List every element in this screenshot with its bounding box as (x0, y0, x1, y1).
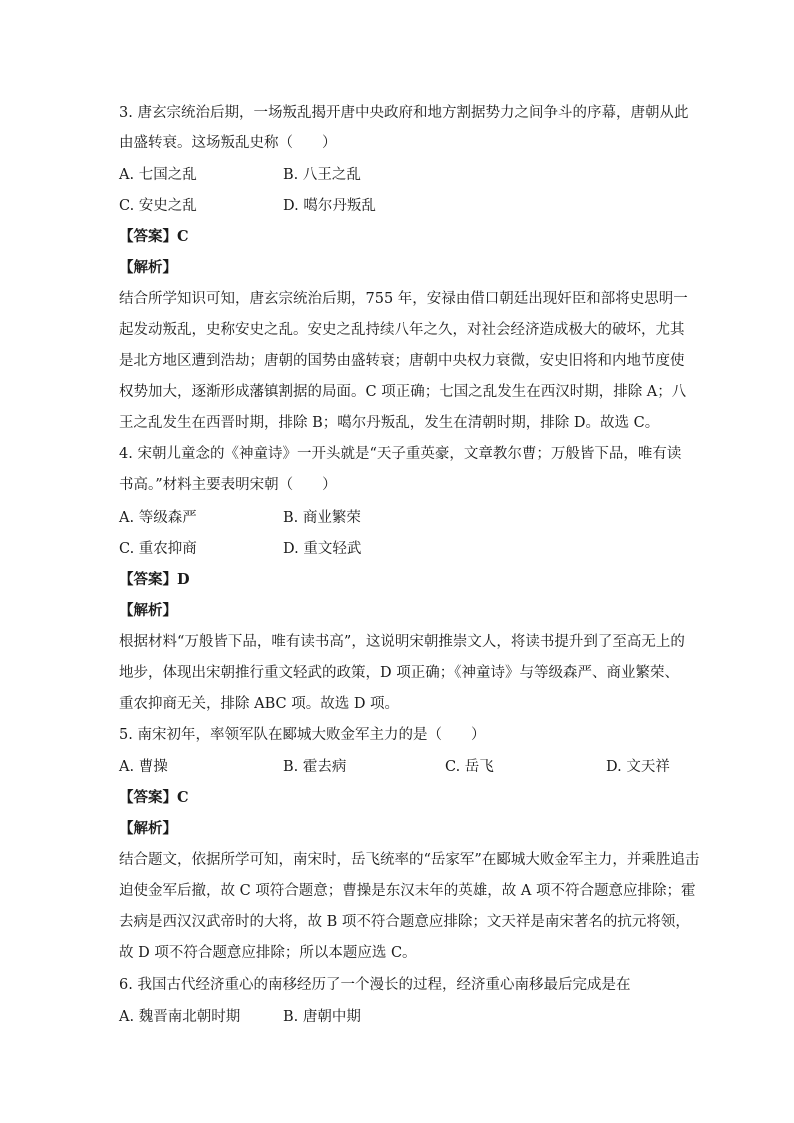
question-6-stem-line-1: 6. 我国古代经济重心的南移经历了一个漫长的过程，经济重心南移最后完成是在 (119, 977, 631, 993)
question-3-analysis-line-3: 是北方地区遭到浩劫；唐朝的国势由盛转衰；唐朝中央权力衰微，安史旧将和内地节度使 (119, 353, 685, 369)
question-3-option-b: B. 八王之乱 (283, 167, 361, 183)
question-4-analysis-line-1: 根据材料“万般皆下品，唯有读书高”，这说明宋朝推崇文人，将读书提升到了至高无上的 (119, 634, 685, 650)
question-3-analysis-line-1: 结合所学知识可知，唐玄宗统治后期，755 年，安禄由借口朝廷出现奸臣和部将史思明一 (119, 291, 688, 307)
question-3-analysis-label: 【解析】 (119, 259, 177, 276)
question-4-option-d: D. 重文轻武 (283, 541, 362, 557)
question-3-option-d: D. 噶尔丹叛乱 (283, 198, 376, 214)
question-4-stem-line-2: 书高。”材料主要表明宋朝（ ） (119, 477, 337, 493)
question-4-option-a: A. 等级森严 (119, 510, 197, 526)
question-3-analysis-line-4: 权势加大，逐渐形成藩镇割据的局面。C 项正确；七国之乱发生在西汉时期，排除 A；八 (119, 384, 687, 400)
question-5-analysis-line-4: 故 D 项不符合题意应排除；所以本题应选 C。 (119, 945, 417, 961)
question-3-answer: 【答案】C (119, 228, 189, 245)
question-5-option-b: B. 霍去病 (283, 759, 347, 775)
question-3-option-c: C. 安史之乱 (119, 198, 197, 214)
question-4-stem-line-1: 4. 宋朝儿童念的《神童诗》一开头就是“天子重英豪，文章教尔曹；万般皆下品，唯有读 (119, 446, 682, 462)
question-6-option-a: A. 魏晋南北朝时期 (119, 1009, 241, 1025)
question-4-answer: 【答案】D (119, 571, 190, 588)
question-5-stem-line-1: 5. 南宋初年，率领军队在郾城大败金军主力的是（ ） (119, 727, 486, 743)
question-6-option-b: B. 唐朝中期 (283, 1009, 361, 1025)
question-5-analysis-line-2: 迫使金军后撤，故 C 项符合题意；曹操是东汉末年的英雄，故 A 项不符合题意应排除；霍 (119, 883, 696, 899)
question-5-analysis-line-3: 去病是西汉汉武帝时的大将，故 B 项不符合题意应排除；文天祥是南宋著名的抗元将领， (119, 914, 690, 930)
question-4-option-b: B. 商业繁荣 (283, 510, 361, 526)
question-3-analysis-line-2: 起发动叛乱，史称安史之乱。安史之乱持续八年之久，对社会经济造成极大的破坏，尤其 (119, 322, 685, 338)
question-5-option-c: C. 岳飞 (445, 759, 494, 775)
question-3-stem-line-1: 3. 唐玄宗统治后期，一场叛乱揭开唐中央政府和地方割据势力之间争斗的序幕，唐朝从此 (119, 105, 689, 121)
question-5-analysis-line-1: 结合题文，依据所学可知，南宋时，岳飞统率的“岳家军”在郾城大败金军主力，并乘胜追击 (119, 852, 700, 868)
question-5-option-a: A. 曹操 (119, 759, 168, 775)
question-5-option-d: D. 文天祥 (606, 759, 670, 775)
question-4-analysis-label: 【解析】 (119, 602, 177, 619)
question-4-analysis-line-3: 重农抑商无关，排除 ABC 项。故选 D 项。 (119, 696, 400, 712)
question-3-analysis-line-5: 王之乱发生在西晋时期，排除 B；噶尔丹叛乱，发生在清朝时期，排除 D。故选 C。 (119, 415, 660, 431)
question-3-option-a: A. 七国之乱 (119, 167, 197, 183)
question-4-option-c: C. 重农抑商 (119, 541, 197, 557)
question-3-stem-line-2: 由盛转衰。这场叛乱史称（ ） (119, 135, 337, 151)
question-5-analysis-label: 【解析】 (119, 820, 177, 837)
question-4-analysis-line-2: 地步，体现出宋朝推行重文轻武的政策，D 项正确；《神童诗》与等级森严、商业繁荣、 (119, 665, 679, 681)
question-5-answer: 【答案】C (119, 789, 189, 806)
